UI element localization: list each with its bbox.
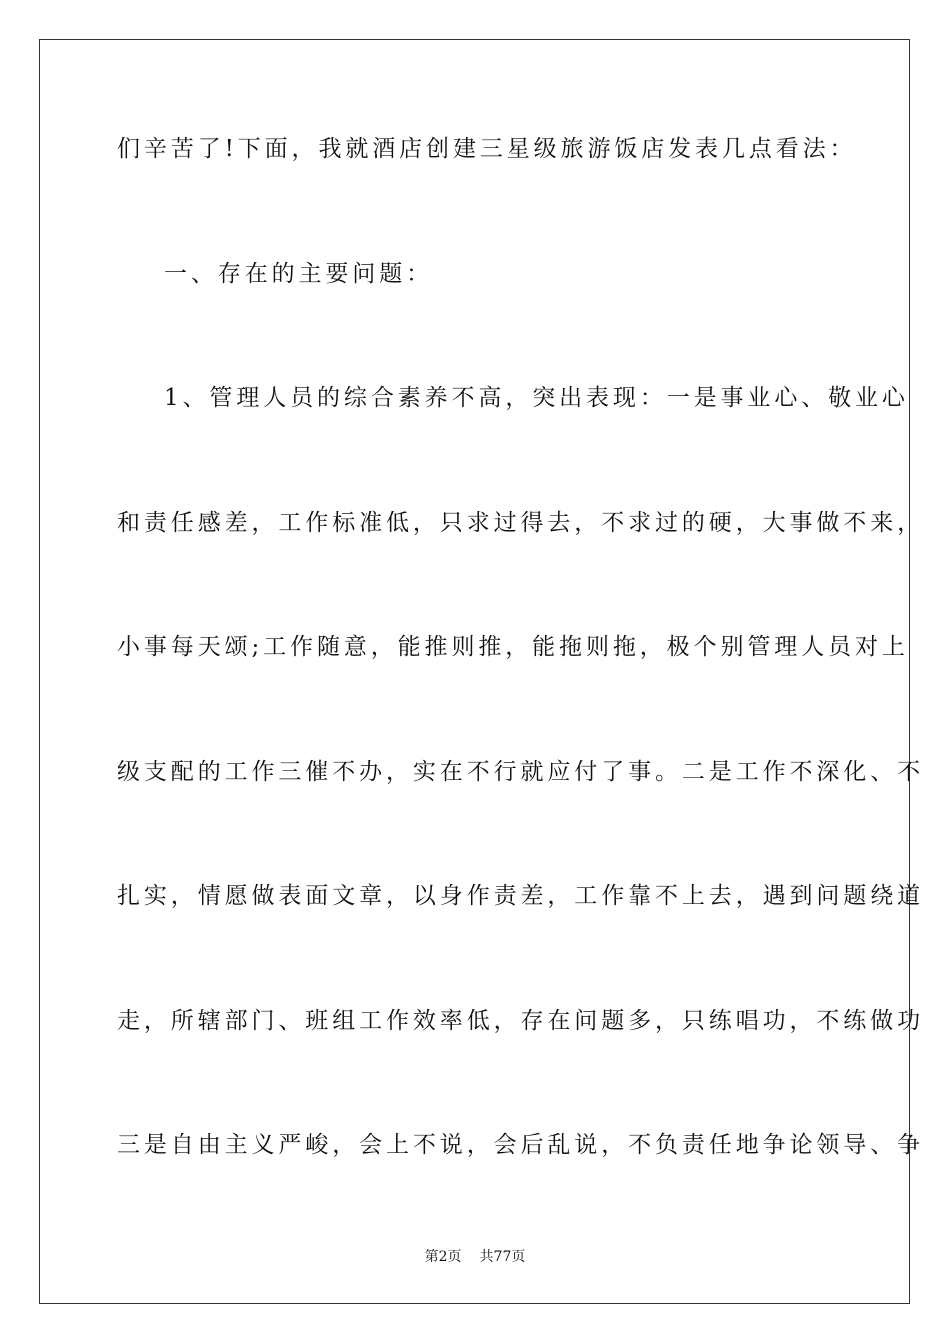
body-line-3: 1、管理人员的综合素养不高，突出表现：一是事业心、敬业心 — [164, 385, 909, 411]
page-number: 第2页 — [424, 1249, 462, 1265]
page-footer — [0, 1248, 950, 1266]
body-line-8: 走，所辖部门、班组工作效率低，存在问题多，只练唱功，不练做功 — [117, 1008, 924, 1034]
body-line-1: 们辛苦了!下面，我就酒店创建三星级旅游饭店发表几点看法： — [117, 136, 857, 162]
body-line-7: 扎实，情愿做表面文章，以身作责差，工作靠不上去，遇到问题绕道 — [117, 883, 924, 909]
page-total: 共77页 — [479, 1249, 526, 1265]
body-line-6: 级支配的工作三催不办，实在不行就应付了事。二是工作不深化、不 — [117, 759, 924, 785]
section-heading: 一、存在的主要问题： — [164, 261, 433, 287]
page-border — [39, 39, 910, 1304]
body-line-5: 小事每天颂;工作随意，能推则推，能拖则拖，极个别管理人员对上 — [117, 634, 909, 660]
body-line-4: 和责任感差，工作标准低，只求过得去，不求过的硬，大事做不来， — [117, 510, 924, 536]
body-line-9: 三是自由主义严峻，会上不说，会后乱说，不负责任地争论领导、争 — [117, 1132, 924, 1158]
